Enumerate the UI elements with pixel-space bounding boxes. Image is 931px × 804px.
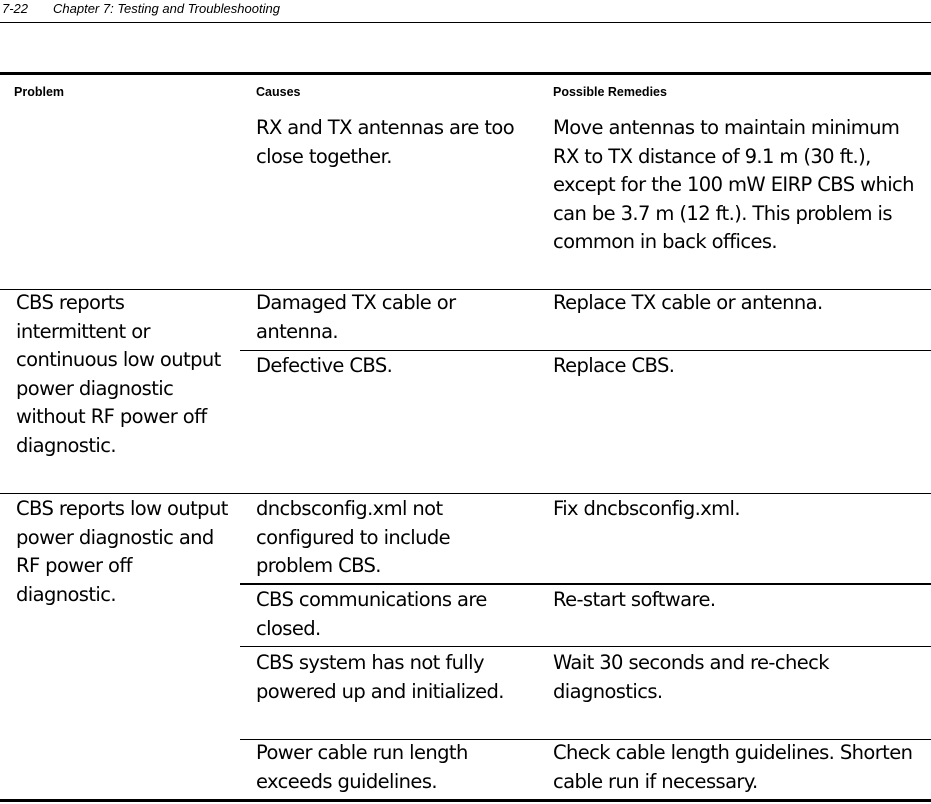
table-cell-remedy: Replace CBS. (553, 354, 675, 377)
page-header (0, 0, 931, 23)
table-cell-cause: Power cable run length exceeds guidelines. (256, 741, 468, 793)
column-header-problem: Problem (14, 85, 65, 99)
table-cell-remedy: Move antennas to maintain minimum RX to TX distance of 9.1 m (30 ft.), except for the 100 mW EIRP CBS which can be 3.7 m (12 ft.). This problem is common in back offices. (553, 116, 914, 253)
table-cell-remedy: Fix dncbsconfig.xml. (553, 497, 740, 520)
row-divider (0, 493, 931, 494)
table-cell-cause: CBS communications are closed. (256, 588, 487, 640)
table-cell-remedy: Check cable length guidelines. Shorten cable run if necessary. (553, 741, 913, 793)
table-top-rule (0, 72, 931, 75)
table-cell-cause: RX and TX antennas are too close together. (256, 116, 515, 168)
row-divider (240, 583, 931, 585)
table-cell-problem: CBS reports low output power diagnostic and RF power off diagnostic. (16, 497, 228, 606)
row-divider (240, 646, 931, 647)
table-cell-cause: CBS system has not fully powered up and initialized. (256, 651, 504, 703)
table-cell-remedy: Wait 30 seconds and re-check diagnostics. (553, 651, 829, 703)
table-cell-cause: dncbsconfig.xml not configured to include problem CBS. (256, 497, 451, 577)
column-header-remedies: Possible Remedies (553, 85, 667, 99)
table-cell-remedy: Replace TX cable or antenna. (553, 291, 823, 314)
table-cell-remedy: Re-start software. (553, 588, 716, 611)
table-cell-cause: Damaged TX cable or antenna. (256, 291, 456, 343)
column-header-causes: Causes (256, 85, 301, 99)
table-cell-cause: Defective CBS. (256, 354, 393, 377)
page-number: 7-22 (2, 1, 29, 16)
table-bottom-rule (0, 799, 931, 802)
chapter-title: Chapter 7: Testing and Troubleshooting (53, 1, 280, 16)
row-divider (240, 350, 931, 351)
table-cell-problem: CBS reports intermittent or continuous low output power diagnostic without RF power off diagnostic. (16, 291, 221, 457)
